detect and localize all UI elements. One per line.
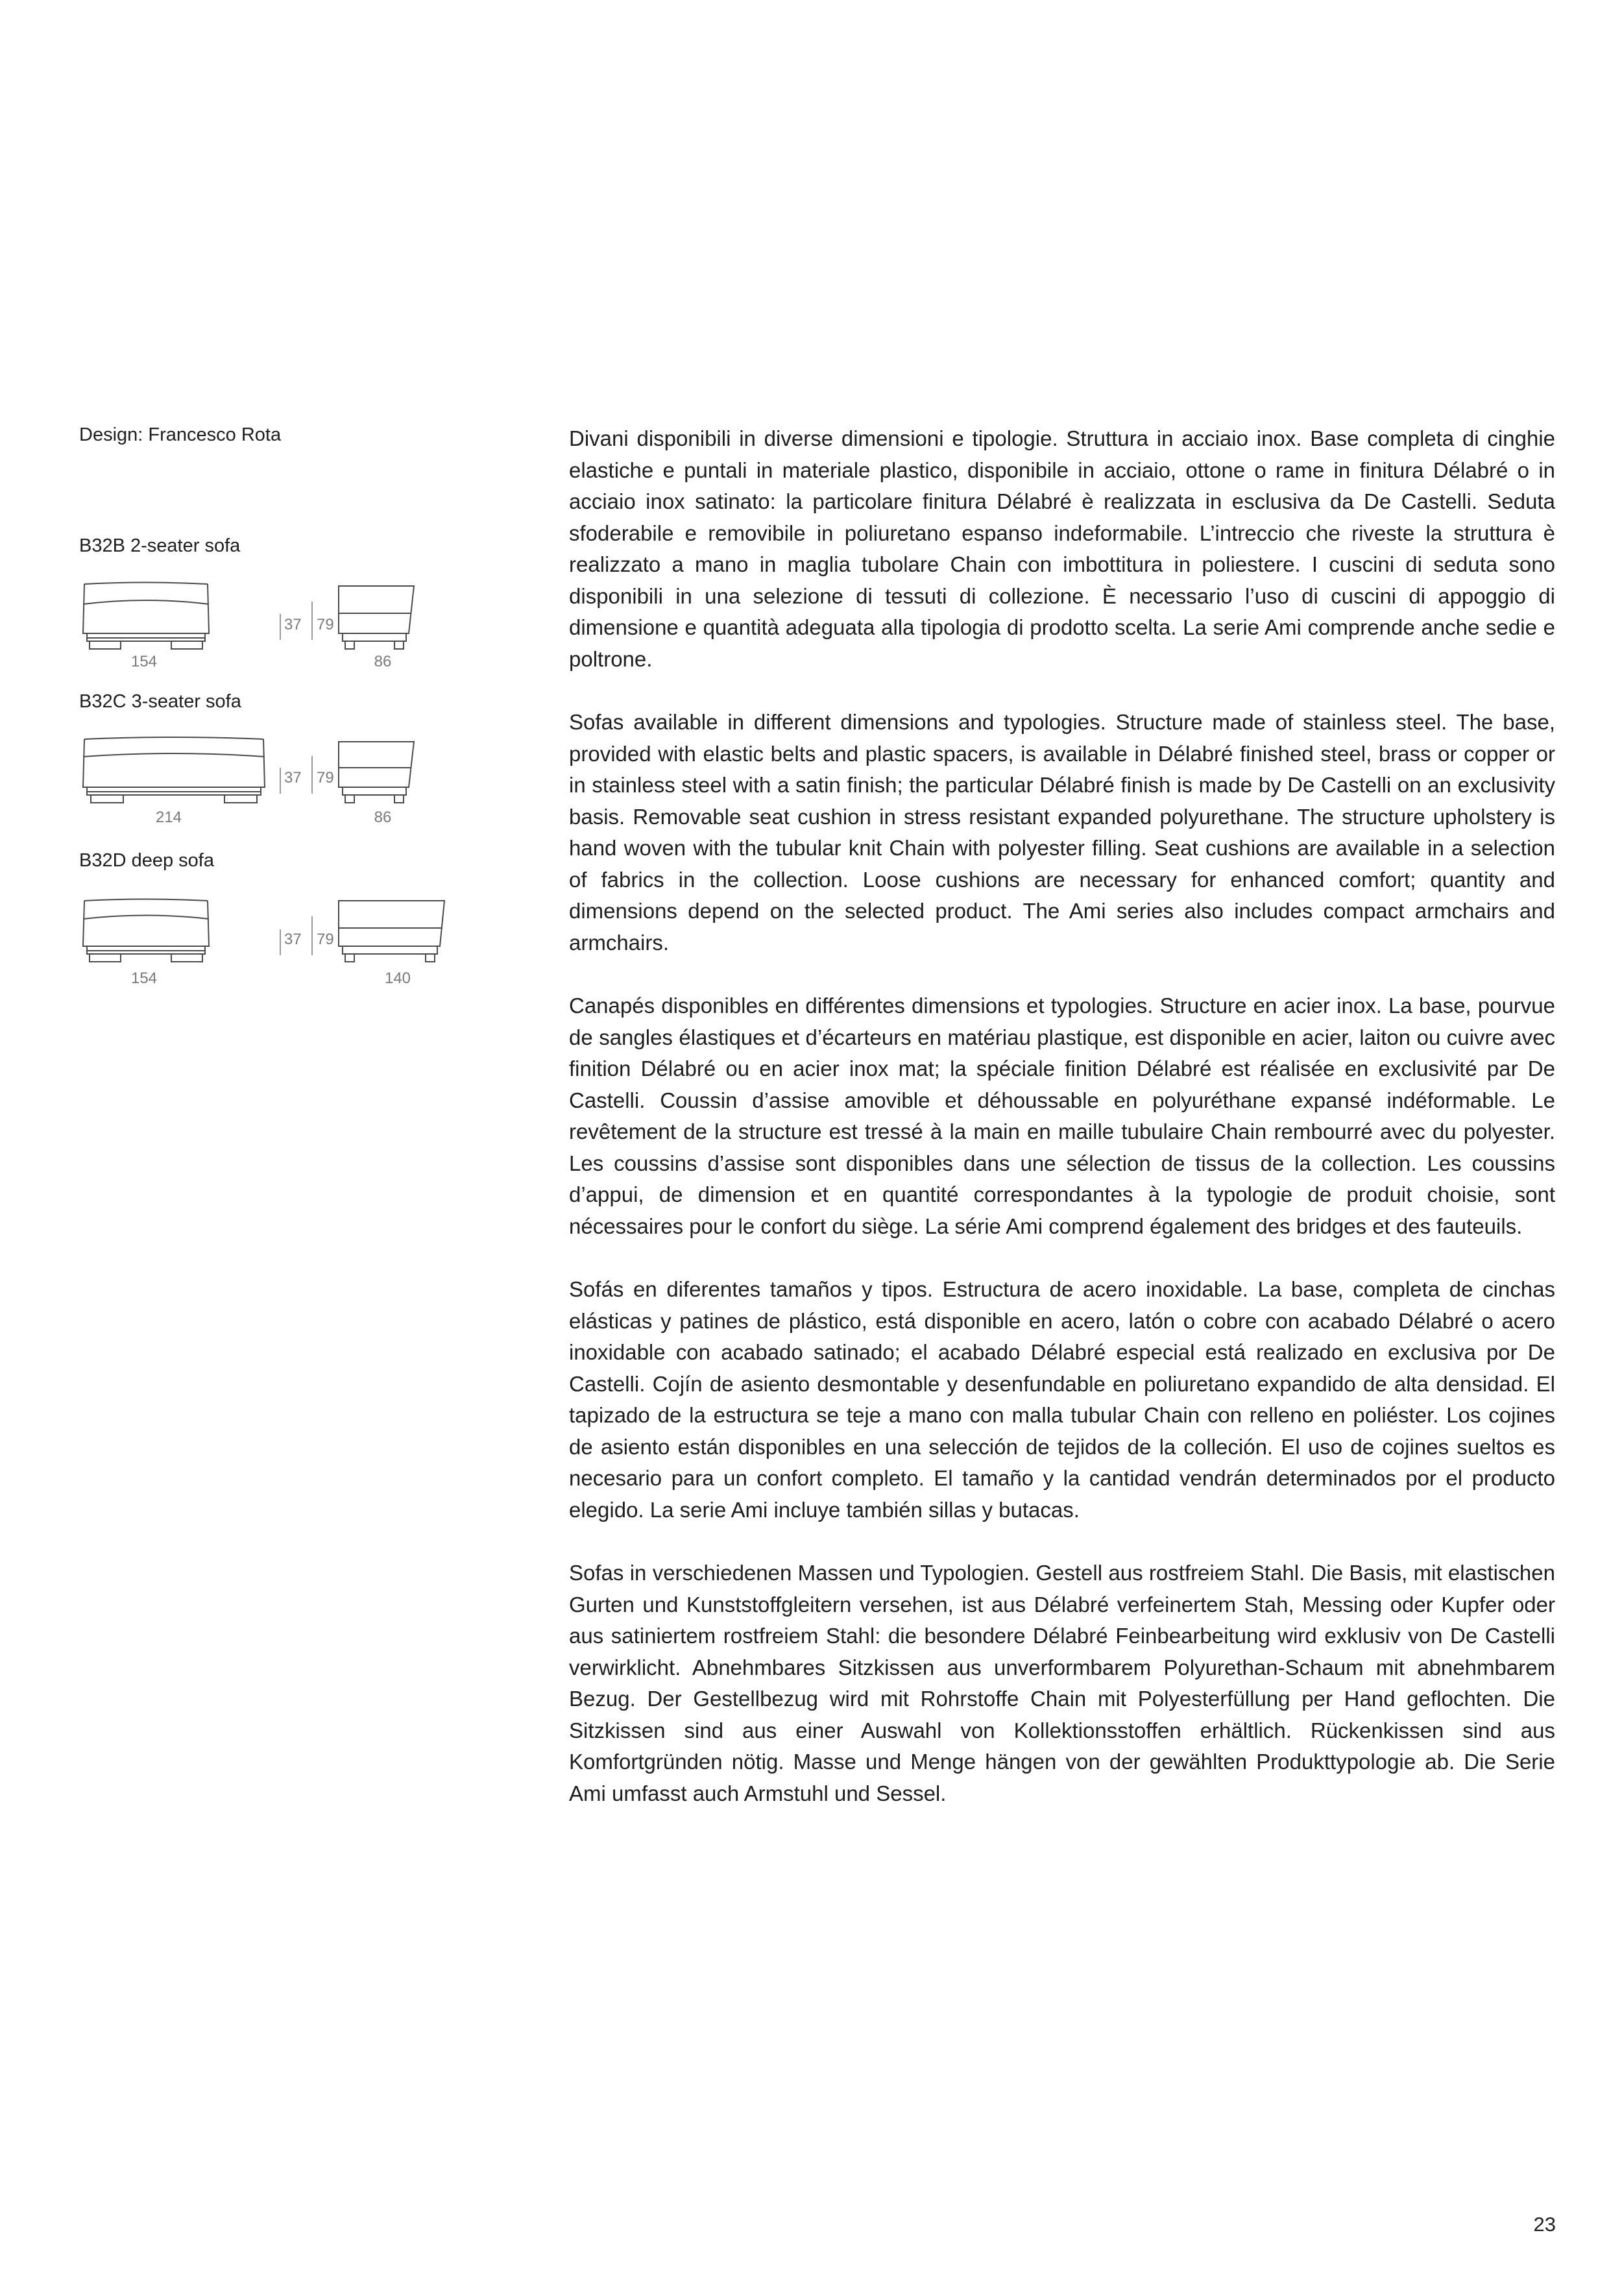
seat-height-dimension: 37 xyxy=(284,769,302,787)
depth-dimension: 86 xyxy=(374,809,392,826)
seat-height-dimension: 37 xyxy=(284,616,302,633)
height-dimension: 79 xyxy=(317,616,334,633)
product-title: B32B 2-seater sofa xyxy=(79,535,241,556)
sofa-side-elevation xyxy=(0,849,519,998)
description-italian: Divani disponibili in diverse dimensioni e tipologie. Struttura in acciaio inox. Base completa di cinghie elastiche e puntali in materiale plastico, disponibile in acciaio, ottone o rame in finitura Délabré o in acciaio inox satinato: la particolare finitura Délabré è realizzata in esclusiva da De Castelli. Seduta sfoderabile e removibile in poliuretano espanso indeformabile. L’intreccio che riveste la struttura è realizzato a mano in maglia tubolare Chain con imbottitura in poliestere. I cuscini di seduta sono disponibili in una selezione di tessuti di collezione. È necessario l’uso di cuscini di appoggio di dimensione e quantità adeguata alla tipologia di prodotto scelta. La serie Ami comprende anche sedie e poltrone. xyxy=(569,426,1555,671)
product-title: B32C 3-seater sofa xyxy=(79,691,241,712)
description-english: Sofas available in different dimensions and typologies. Structure made of stainless steel. The base, provided with elastic belts and plastic spacers, is available in Délabré finished steel, brass or copper or in stainless steel with a satin finish; the particular Délabré finish is made by De Castelli on an exclusivity basis. Removable seat cushion in stress resistant expanded polyurethane. The structure upholstery is hand woven with the tubular knit Chain with polyester filling. Seat cushions are available in a selection of fabrics in the collection. Loose cushions are necessary for enhanced comfort; quantity and dimensions depend on the selected product. The Ami series also includes compact armchairs and armchairs. xyxy=(569,710,1555,955)
description-french: Canapés disponibles en différentes dimensions et typologies. Structure en acier inox. La base, pourvue de sangles élastiques et d’écarteurs en matériau plastique, est disponible en acier, laiton ou cuivre avec finition Délabré ou en acier inox mat; la spéciale finition Délabré est réalisée en exclusivité par De Castelli. Coussin d’assise amovible et déhoussable en polyuréthane expansé indéformable. Le revêtement de la structure est tressé à la main en maille tubulaire Chain rembourré avec du polyester. Les coussins d’assise sont disponibles dans une sélection de tissus de la collection. Les coussins d’appui, de dimension et en quantité correspondantes à la typologie de produit choisie, sont nécessaires pour le confort du siège. La série Ami comprend également des bridges et des fauteuils. xyxy=(569,994,1555,1238)
width-dimension: 154 xyxy=(130,653,158,670)
designer-credit: Design: Francesco Rota xyxy=(79,424,282,445)
product-b32b xyxy=(0,534,519,683)
description-spanish: Sofás en diferentes tamaños y tipos. Estructura de acero inoxidable. La base, completa de cinchas elásticas y patines de plástico, está disponible en acero, latón o cobre con acabado Délabré o acero inoxidable con acabado satinado; el acabado Délabré especial está realizado en exclusiva por De Castelli. Cojín de asiento desmontable y desenfundable en poliuretano expandido de alta densidad. El tapizado de la estructura se teje a mano con malla tubular Chain con relleno en poliéster. Los cojines de asiento están disponibles en una selección de tejidos de la colleción. El uso de cojines sueltos es necesario para un confort completo. El tamaño y la cantidad vendrán determinados por el producto elegido. La serie Ami incluye también sillas y butacas. xyxy=(569,1277,1555,1522)
width-dimension: 154 xyxy=(130,970,158,987)
product-b32d xyxy=(0,849,519,998)
depth-dimension: 140 xyxy=(384,970,411,987)
description-german: Sofas in verschiedenen Massen und Typologien. Gestell aus rostfreiem Stahl. Die Basis, mit elastischen Gurten und Kunststoffgleitern versehen, ist aus Délabré verfeinertem Stah, Messing oder Kupfer oder aus satiniertem rostfreiem Stahl: die besondere Délabré Feinbearbeitung wird exklusiv von De Castelli verwirklicht. Abnehmbares Sitzkissen aus unverformbarem Polyurethan-Schaum mit abnehmbarem Bezug. Der Gestellbezug wird mit Rohrstoffe Chain mit Polyesterfüllung per Hand geflochten. Die Sitzkissen sind aus einer Auswahl von Kollektionsstoffen erhältlich. Rückenkissen sind aus Komfortgründen nötig. Masse und Menge hängen von der gewählten Produkttypologie ab. Die Serie Ami umfasst auch Armstuhl und Sessel. xyxy=(569,1561,1555,1805)
depth-dimension: 86 xyxy=(374,653,392,670)
width-dimension: 214 xyxy=(155,809,182,826)
product-title: B32D deep sofa xyxy=(79,850,214,871)
sofa-side-elevation xyxy=(0,690,519,839)
page-number: 23 xyxy=(1533,2213,1556,2236)
description-column xyxy=(569,423,1555,1841)
seat-height-dimension: 37 xyxy=(284,931,302,948)
height-dimension: 79 xyxy=(317,769,334,787)
sofa-side-elevation xyxy=(0,534,519,683)
product-b32c xyxy=(0,690,519,839)
height-dimension: 79 xyxy=(317,931,334,948)
